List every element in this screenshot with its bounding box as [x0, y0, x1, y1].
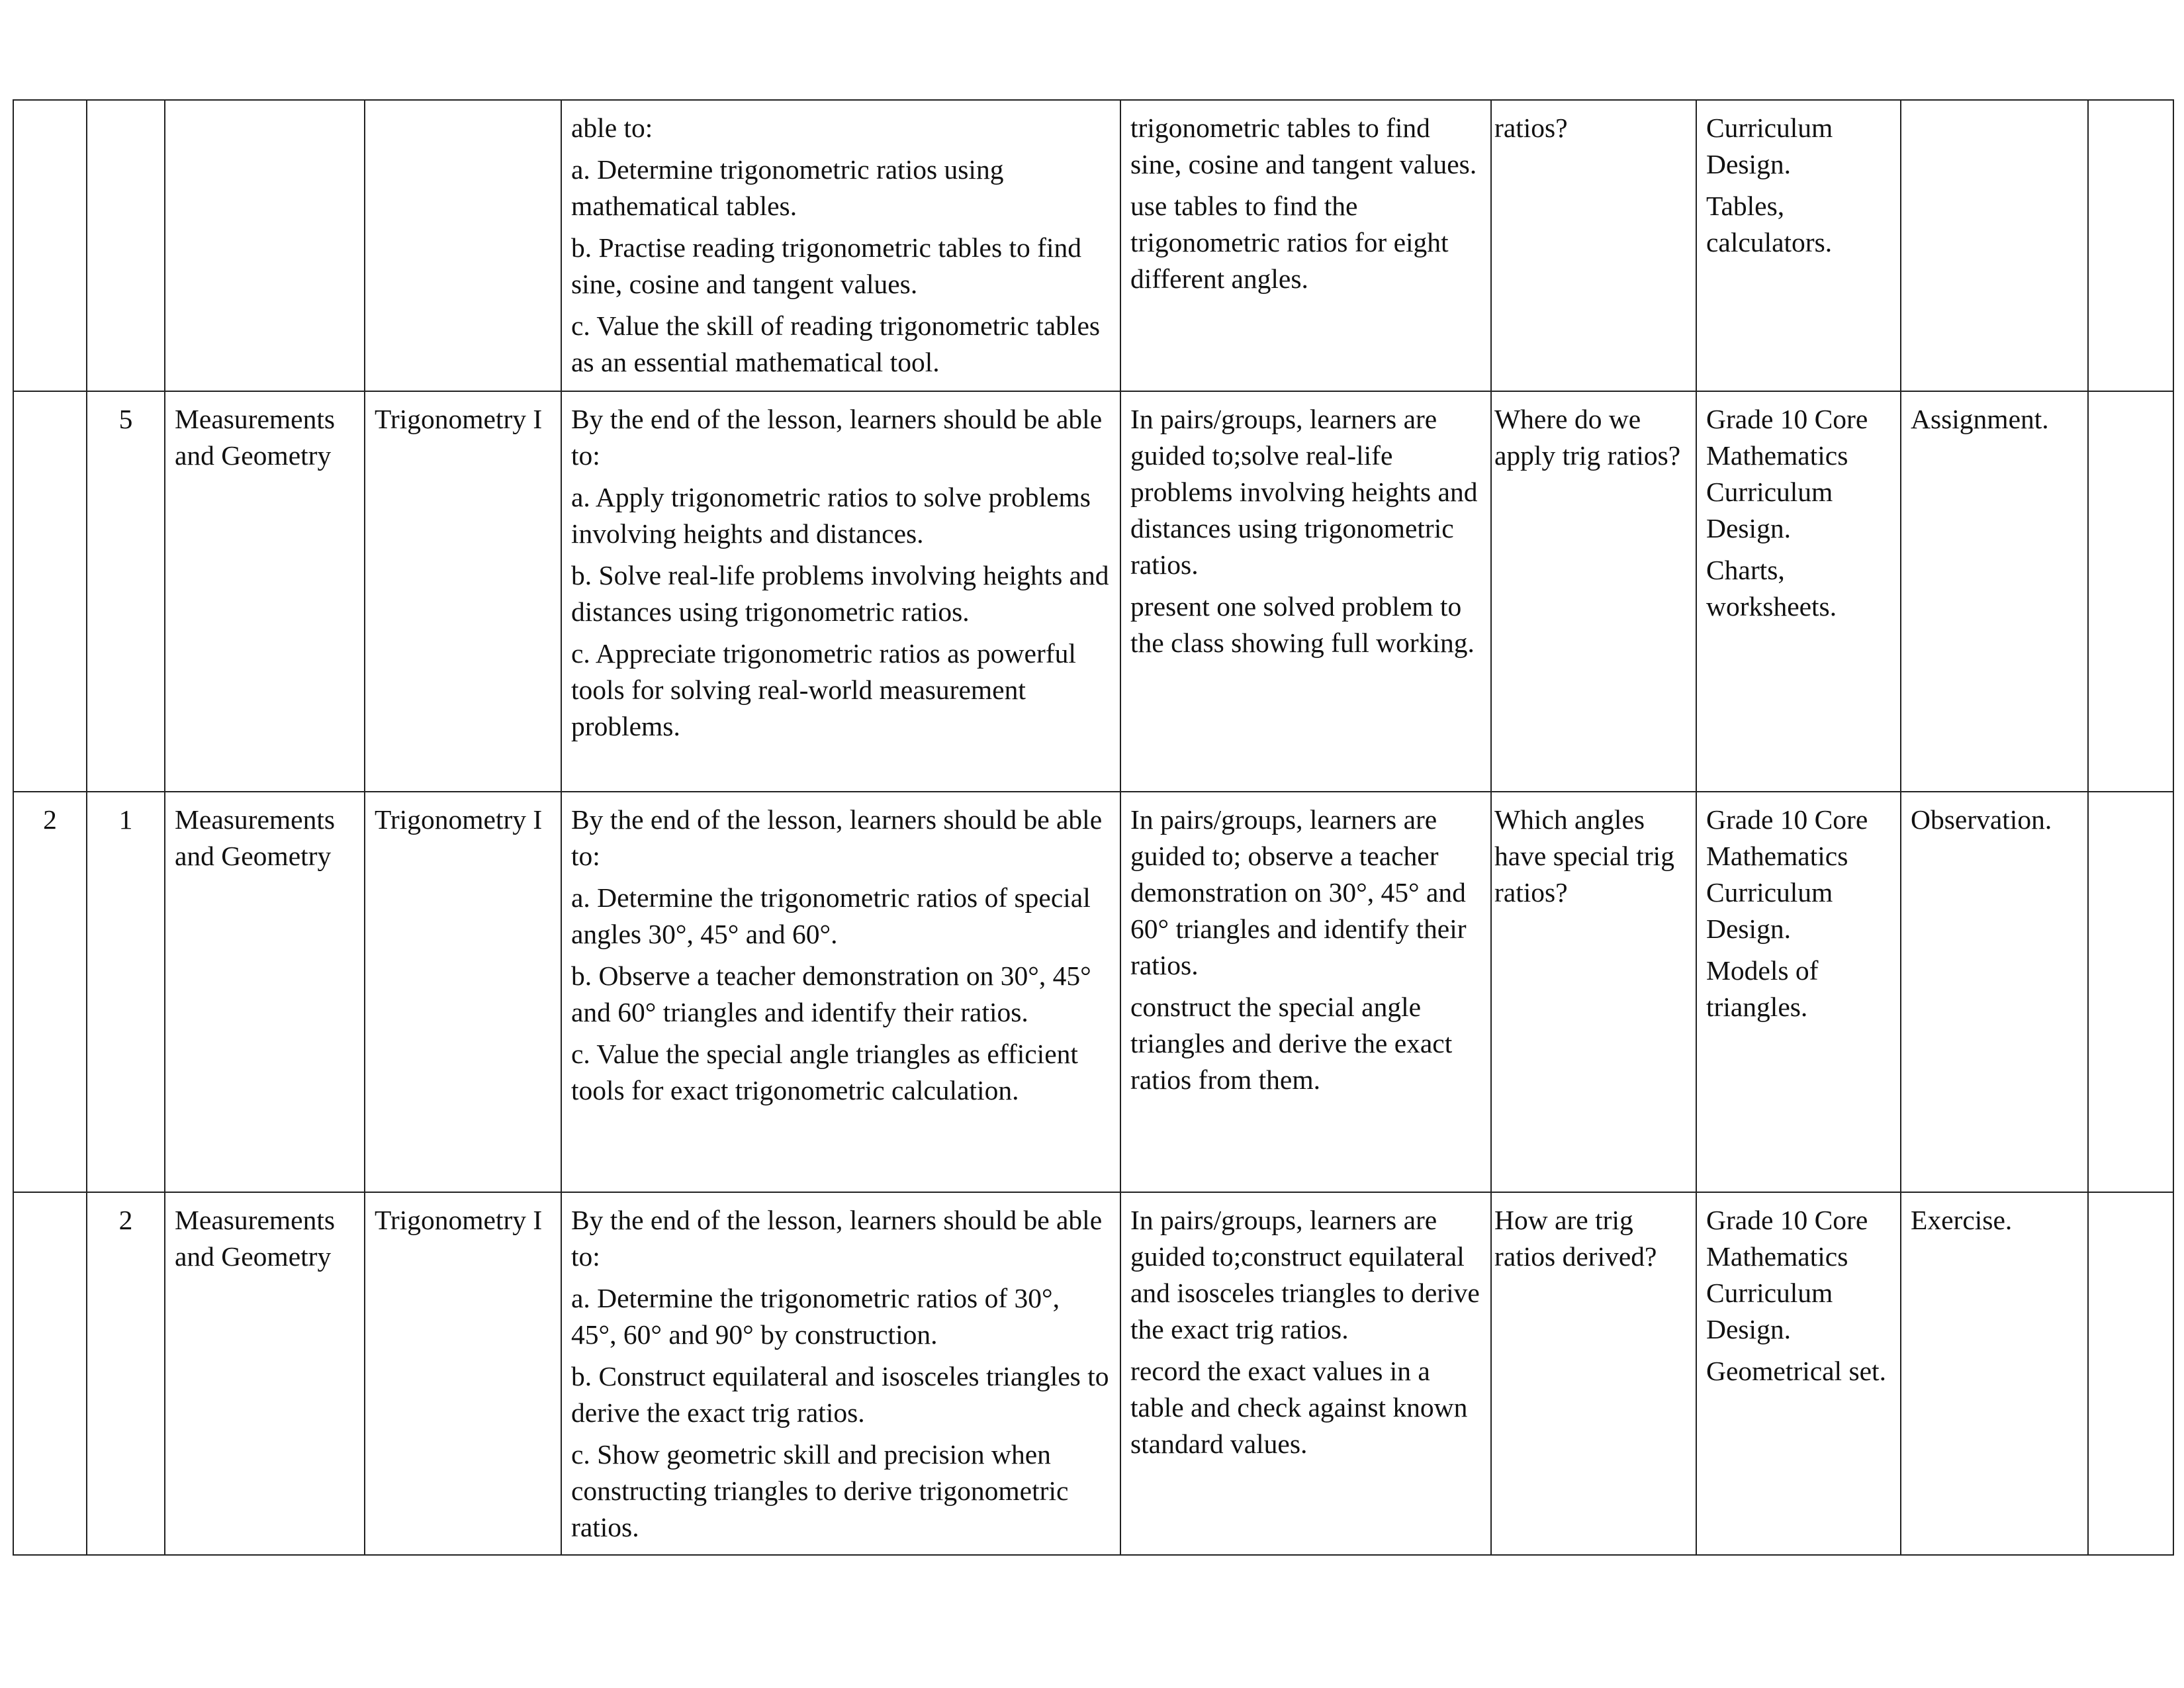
- scheme-of-work-table: [13, 99, 2174, 1556]
- table-row: [13, 792, 2173, 1192]
- lesson-cell: [87, 391, 165, 792]
- outcome-line: By the end of the lesson, learners should be able to:: [571, 1205, 1103, 1272]
- experience-line: use tables to find the trigonometric ratios for eight different angles.: [1130, 191, 1449, 294]
- resource-line: Tables, calculators.: [1706, 191, 1833, 258]
- experience-line: In pairs/groups, learners are guided to;solve real-life problems involving heights and distances using trigonometric ratios.: [1130, 404, 1478, 580]
- outcome-line: a. Determine the trigonometric ratios of special angles 30°, 45° and 60°.: [571, 882, 1091, 949]
- strand-text: Measurements and Geometry: [175, 404, 336, 471]
- outcome-line: By the end of the lesson, learners should be able to:: [571, 404, 1103, 471]
- assessment-cell: [1901, 100, 2088, 391]
- resource-line: Charts, worksheets.: [1706, 555, 1837, 622]
- resources-cell: [1696, 792, 1901, 1192]
- learning-experiences-cell: [1120, 391, 1491, 792]
- key-inquiry-cell: [1491, 100, 1696, 391]
- assessment-cell: [1901, 792, 2088, 1192]
- resource-line: Grade 10 Core Mathematics Curriculum Design.: [1706, 1205, 1868, 1344]
- outcome-line: a. Determine trigonometric ratios using mathematical tables.: [571, 154, 1004, 221]
- key-inquiry-text: Where do we apply trig ratios?: [1494, 404, 1681, 471]
- remarks-cell: [2088, 100, 2173, 391]
- sub-strand-text: Trigonometry I: [375, 404, 543, 434]
- resource-line: Models of triangles.: [1706, 955, 1819, 1022]
- resource-line: Curriculum Design.: [1706, 113, 1833, 179]
- outcome-line: able to:: [571, 113, 653, 143]
- learning-outcomes-cell: [561, 391, 1120, 792]
- learning-outcomes-cell: [561, 100, 1120, 391]
- outcome-line: By the end of the lesson, learners should be able to:: [571, 804, 1103, 871]
- table-row: [13, 1192, 2173, 1555]
- key-inquiry-cell: [1491, 792, 1696, 1192]
- week-cell: [13, 391, 87, 792]
- experience-line: construct the special angle triangles and derive the exact ratios from them.: [1130, 992, 1453, 1095]
- table-row: [13, 100, 2173, 391]
- week-cell: [13, 100, 87, 391]
- week-cell: [13, 792, 87, 1192]
- learning-outcomes-cell: [561, 792, 1120, 1192]
- remarks-cell: [2088, 792, 2173, 1192]
- table-body: [13, 100, 2173, 1555]
- sub-strand-text: Trigonometry I: [375, 1205, 543, 1235]
- outcome-line: a. Apply trigonometric ratios to solve problems involving heights and distances.: [571, 482, 1091, 549]
- resources-cell: [1696, 391, 1901, 792]
- outcome-line: b. Observe a teacher demonstration on 30°, 45° and 60° triangles and identify their ratios.: [571, 961, 1091, 1027]
- remarks-cell: [2088, 1192, 2173, 1555]
- strand-text: Measurements and Geometry: [175, 804, 336, 871]
- sub-strand-cell: [365, 1192, 561, 1555]
- learning-experiences-cell: [1120, 1192, 1491, 1555]
- experience-line: present one solved problem to the class showing full working.: [1130, 591, 1475, 658]
- lesson-number: 5: [118, 404, 133, 434]
- resources-cell: [1696, 1192, 1901, 1555]
- outcome-line: a. Determine the trigonometric ratios of 30°, 45°, 60° and 90° by construction.: [571, 1283, 1060, 1350]
- lesson-number: 1: [118, 804, 133, 835]
- strand-text: Measurements and Geometry: [175, 1205, 336, 1272]
- table-row: [13, 391, 2173, 792]
- strand-cell: [165, 391, 365, 792]
- sub-strand-cell: [365, 100, 561, 391]
- outcome-line: c. Appreciate trigonometric ratios as powerful tools for solving real-world measurement problems.: [571, 638, 1076, 741]
- experience-line: In pairs/groups, learners are guided to; observe a teacher demonstration on 30°, 45° and 60° triangles and identify their ratios.: [1130, 804, 1467, 980]
- strand-cell: [165, 792, 365, 1192]
- lesson-cell: [87, 100, 165, 391]
- week-number: 2: [43, 804, 57, 835]
- experience-line: In pairs/groups, learners are guided to;construct equilateral and isosceles triangles to derive the exact trig ratios.: [1130, 1205, 1480, 1344]
- assessment-text: Assignment.: [1911, 404, 2049, 434]
- learning-outcomes-cell: [561, 1192, 1120, 1555]
- sub-strand-cell: [365, 391, 561, 792]
- resource-line: Geometrical set.: [1706, 1356, 1886, 1386]
- experience-line: record the exact values in a table and check against known standard values.: [1130, 1356, 1468, 1459]
- strand-cell: [165, 1192, 365, 1555]
- key-inquiry-text: Which angles have special trig ratios?: [1494, 804, 1674, 908]
- outcome-line: c. Show geometric skill and precision when constructing triangles to derive trigonometric ratios.: [571, 1439, 1069, 1542]
- key-inquiry-cell: [1491, 391, 1696, 792]
- experience-line: trigonometric tables to find sine, cosine and tangent values.: [1130, 113, 1477, 179]
- resource-line: Grade 10 Core Mathematics Curriculum Design.: [1706, 404, 1868, 543]
- outcome-line: c. Value the skill of reading trigonometric tables as an essential mathematical tool.: [571, 310, 1101, 377]
- outcome-line: b. Solve real-life problems involving heights and distances using trigonometric ratios.: [571, 560, 1109, 627]
- lesson-cell: [87, 1192, 165, 1555]
- lesson-number: 2: [118, 1205, 133, 1235]
- key-inquiry-text: ratios?: [1494, 113, 1568, 143]
- outcome-line: b. Practise reading trigonometric tables to find sine, cosine and tangent values.: [571, 232, 1081, 299]
- assessment-text: Exercise.: [1911, 1205, 2013, 1235]
- assessment-cell: [1901, 1192, 2088, 1555]
- strand-cell: [165, 100, 365, 391]
- outcome-line: b. Construct equilateral and isosceles triangles to derive the exact trig ratios.: [571, 1361, 1109, 1428]
- assessment-cell: [1901, 391, 2088, 792]
- learning-experiences-cell: [1120, 100, 1491, 391]
- sub-strand-text: Trigonometry I: [375, 804, 543, 835]
- sub-strand-cell: [365, 792, 561, 1192]
- remarks-cell: [2088, 391, 2173, 792]
- resource-line: Grade 10 Core Mathematics Curriculum Design.: [1706, 804, 1868, 944]
- learning-experiences-cell: [1120, 792, 1491, 1192]
- week-cell: [13, 1192, 87, 1555]
- assessment-text: Observation.: [1911, 804, 2052, 835]
- key-inquiry-cell: [1491, 1192, 1696, 1555]
- lesson-cell: [87, 792, 165, 1192]
- outcome-line: c. Value the special angle triangles as efficient tools for exact trigonometric calculation.: [571, 1039, 1078, 1105]
- resources-cell: [1696, 100, 1901, 391]
- key-inquiry-text: How are trig ratios derived?: [1494, 1205, 1657, 1272]
